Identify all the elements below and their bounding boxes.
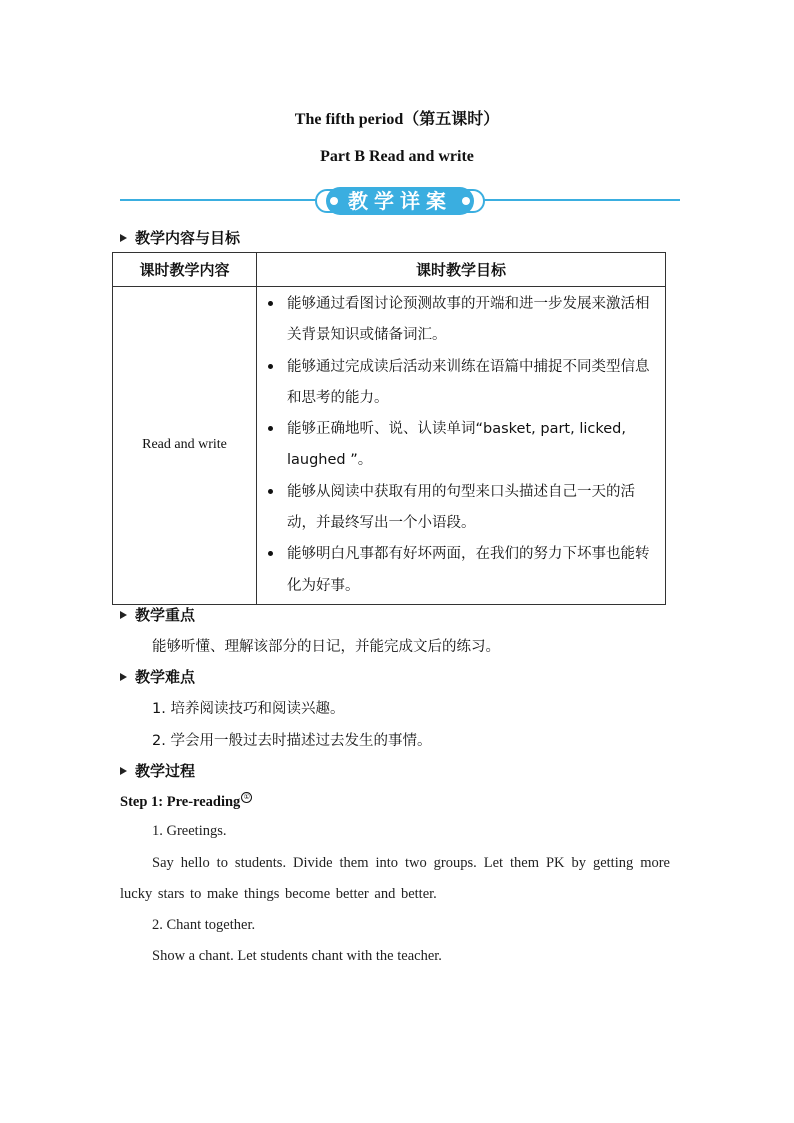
process-item-body: Show a chant. Let students chant with the teacher.	[152, 948, 442, 964]
table-row	[113, 287, 666, 605]
difficulty-item: 2. 学会用一般过去时描述过去发生的事情。	[152, 733, 432, 749]
section-heading-label: 教学过程	[135, 762, 196, 780]
section-banner	[120, 184, 680, 218]
table-header-cell: 课时教学目标	[257, 253, 666, 287]
triangle-bullet-icon	[120, 611, 127, 619]
triangle-bullet-icon	[120, 767, 127, 775]
table-cell-content: Read and write	[113, 287, 257, 605]
page-subtitle: Part B Read and write	[320, 148, 474, 165]
process-item-title: 2. Chant together.	[152, 917, 256, 933]
list-item: 能够正确地听、说、认读单词“basket, part, licked, laughed ”。	[265, 414, 655, 477]
key-points-text: 能够听懂、理解该部分的日记，并能完成文后的练习。	[152, 639, 500, 655]
step-title: Step 1: Pre-reading	[120, 794, 241, 810]
page-title: The fifth period（第五课时）	[294, 111, 500, 128]
section-heading-label: 教学重点	[135, 606, 196, 624]
table-header-cell: 课时教学内容	[113, 253, 257, 287]
triangle-bullet-icon	[120, 234, 127, 242]
table-header-row	[113, 253, 666, 287]
list-item: 能够从阅读中获取有用的句型来口头描述自己一天的活动，并最终写出一个小语段。	[265, 477, 655, 540]
goal-list	[265, 289, 655, 602]
difficulty-item: 1. 培养阅读技巧和阅读兴趣。	[152, 701, 345, 717]
process-item-body: Say hello to students. Divide them into two groups. Let them PK by getting more lucky stars to make things become better and better.	[120, 855, 670, 902]
table-cell-goals	[257, 287, 666, 605]
list-item: 能够通过完成读后活动来训练在语篇中捕捉不同类型信息和思考的能力。	[265, 352, 655, 415]
goals-table	[112, 252, 666, 605]
section-heading-label: 教学内容与目标	[135, 229, 241, 247]
footnote-marker: ①	[241, 792, 252, 803]
banner-label: 教学详案	[348, 189, 452, 213]
section-heading-label: 教学难点	[135, 668, 196, 686]
section-heading-difficulties	[120, 666, 195, 687]
step-heading	[120, 792, 252, 811]
section-heading-key-points	[120, 604, 195, 625]
section-heading-content-goals	[120, 227, 240, 248]
triangle-bullet-icon	[120, 673, 127, 681]
section-heading-process	[120, 760, 195, 781]
list-item: 能够明白凡事都有好坏两面，在我们的努力下坏事也能转化为好事。	[265, 539, 655, 602]
process-item-title: 1. Greetings.	[152, 823, 227, 839]
list-item: 能够通过看图讨论预测故事的开端和进一步发展来激活相关背景知识或储备词汇。	[265, 289, 655, 352]
